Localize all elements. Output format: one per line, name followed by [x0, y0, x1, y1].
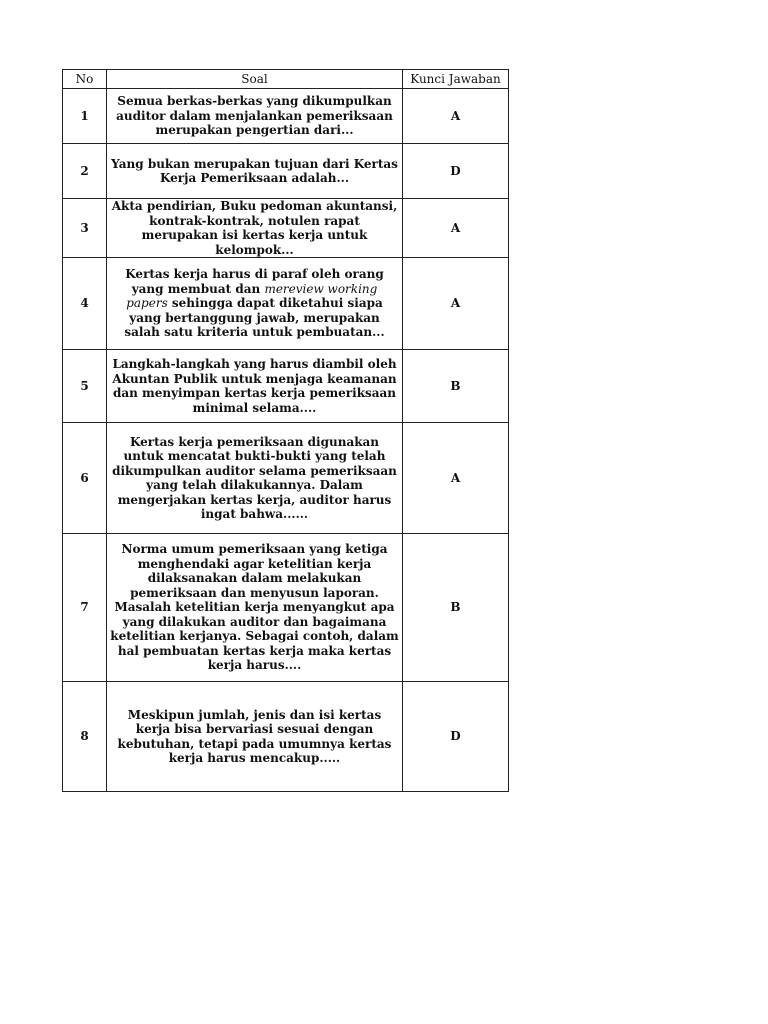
- answer-key: D: [403, 682, 509, 792]
- row-number: 3: [63, 199, 107, 258]
- table-row: [63, 258, 509, 350]
- header-row: [63, 70, 509, 89]
- table-row: [63, 423, 509, 534]
- answer-key: B: [403, 534, 509, 682]
- question-text: Yang bukan merupakan tujuan dari Kertas Kerja Pemeriksaan adalah...: [107, 144, 403, 199]
- question-text: Akta pendirian, Buku pedoman akuntansi, kontrak-kontrak, notulen rapat merupakan isi kertas kerja untuk kelompok...: [107, 199, 403, 258]
- table-row: [63, 89, 509, 144]
- header-no: No: [63, 70, 107, 89]
- row-number: 6: [63, 423, 107, 534]
- question-text-part: sehingga dapat diketahui siapa yang bertanggung jawab, merupakan salah satu kriteria untuk pembuatan...: [124, 296, 385, 340]
- table-row: [63, 199, 509, 258]
- table-row: [63, 144, 509, 199]
- question-text: Kertas kerja pemeriksaan digunakan untuk mencatat bukti-bukti yang telah dikumpulkan auditor selama pemeriksaan yang telah dilakukannya. Dalam mengerjakan kertas kerja, auditor harus ingat bahwa......: [107, 423, 403, 534]
- row-number: 4: [63, 258, 107, 350]
- question-text: Langkah-langkah yang harus diambil oleh Akuntan Publik untuk menjaga keamanan dan menyimpan kertas kerja pemeriksaan minimal selama....: [107, 350, 403, 423]
- answer-key: A: [403, 199, 509, 258]
- answer-key-table: [62, 69, 509, 792]
- header-kunci-jawaban: Kunci Jawaban: [403, 70, 509, 89]
- question-text: Norma umum pemeriksaan yang ketiga menghendaki agar ketelitian kerja dilaksanakan dalam melakukan pemeriksaan dan menyusun laporan. Masalah ketelitian kerja menyangkut apa yang dilakukan auditor dan bagaimana ketelitian kerjanya. Sebagai contoh, dalam hal pembuatan kertas kerja maka kertas kerja harus....: [107, 534, 403, 682]
- header-soal: Soal: [107, 70, 403, 89]
- answer-key: D: [403, 144, 509, 199]
- table-row: [63, 534, 509, 682]
- table-row: [63, 682, 509, 792]
- row-number: 1: [63, 89, 107, 144]
- row-number: 2: [63, 144, 107, 199]
- table-row: [63, 350, 509, 423]
- row-number: 8: [63, 682, 107, 792]
- answer-key: A: [403, 258, 509, 350]
- row-number: 7: [63, 534, 107, 682]
- answer-key: B: [403, 350, 509, 423]
- question-text-part: Kertas kerja harus di paraf oleh orang yang membuat dan: [125, 267, 384, 296]
- question-text-italic: mereview working papers: [126, 281, 378, 311]
- answer-key: A: [403, 423, 509, 534]
- row-number: 5: [63, 350, 107, 423]
- answer-key: A: [403, 89, 509, 144]
- question-text: Meskipun jumlah, jenis dan isi kertas kerja bisa bervariasi sesuai dengan kebutuhan, tetapi pada umumnya kertas kerja harus mencakup.....: [107, 682, 403, 792]
- question-text: [107, 258, 403, 350]
- question-text: Semua berkas-berkas yang dikumpulkan auditor dalam menjalankan pemeriksaan merupakan pengertian dari...: [107, 89, 403, 144]
